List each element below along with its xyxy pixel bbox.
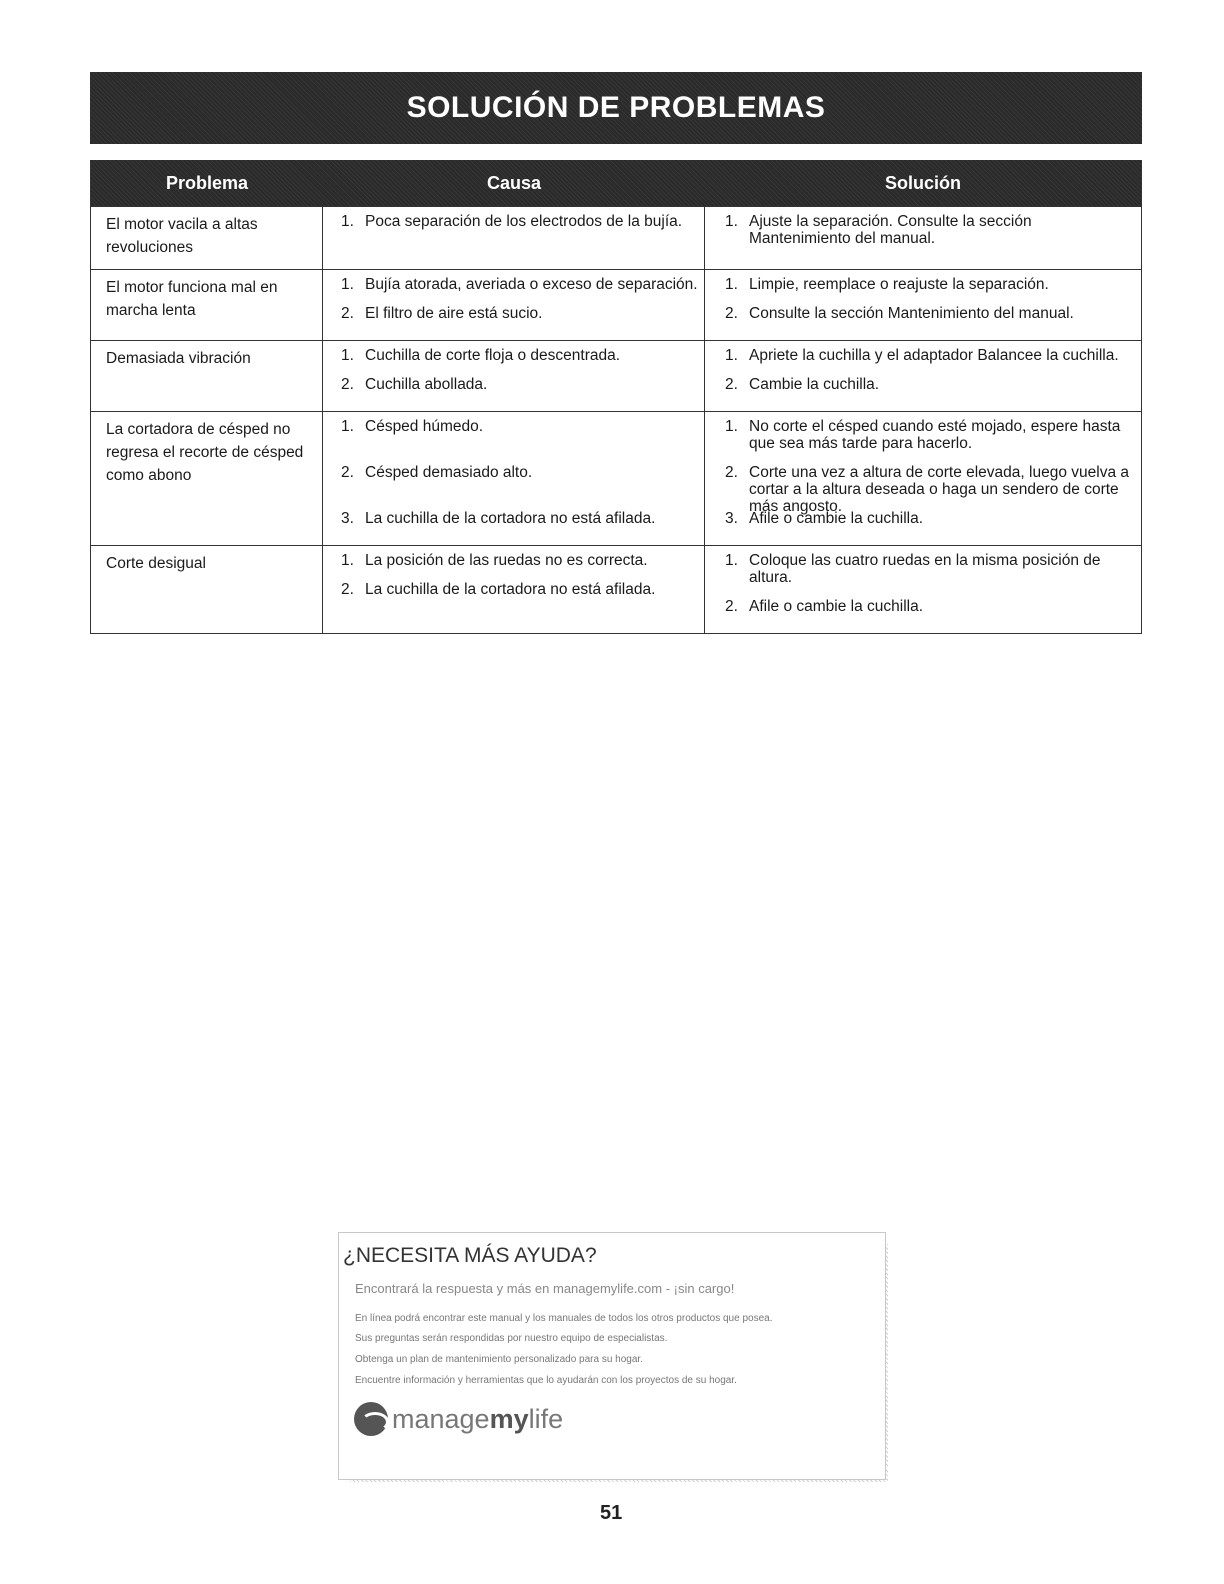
header-solution: Solución [885,172,961,193]
cause-cell [323,412,705,545]
list-item: 2. El filtro de aire está sucio. [341,305,543,322]
table-row [91,340,1141,411]
problem-cell: La cortadora de césped no regresa el recorte de césped como abono [91,412,323,545]
list-item: 1. No corte el césped cuando esté mojado, espere hasta que sea más tarde para hacerlo. [725,418,1121,452]
problem-cell: Corte desigual [91,546,323,633]
list-item: 1. Césped húmedo. [341,418,484,435]
help-title: ¿NECESITA MÁS AYUDA? [343,1244,597,1267]
list-item: 1. Limpie, reemplace o reajuste la separación. [725,276,1049,293]
cause-cell [323,270,705,340]
help-line: Sus preguntas serán respondidas por nuestro equipo de especialistas. [355,1333,668,1344]
table-row [91,206,1141,269]
list-item: 3. La cuchilla de la cortadora no está afilada. [341,510,656,527]
logo-text: managemylife [392,1403,564,1434]
help-line: Obtenga un plan de mantenimiento personalizado para su hogar. [355,1354,643,1365]
solution-cell [705,207,1141,269]
solution-cell [705,341,1141,411]
list-item: 1. Cuchilla de corte floja o descentrada. [341,347,621,364]
list-item: 2. Consulte la sección Mantenimiento del manual. [725,305,1074,322]
list-item: 2. Césped demasiado alto. [341,464,533,481]
cause-cell [323,546,705,633]
list-item: 2. La cuchilla de la cortadora no está afilada. [341,581,656,598]
list-item: 1. Ajuste la separación. Consulte la sección Mantenimiento del manual. [725,213,1032,247]
page-number: 51 [600,1502,623,1524]
help-line: Encuentre información y herramientas que lo ayudarán con los proyectos de su hogar. [355,1375,737,1386]
list-item: 3. Afile o cambie la cuchilla. [725,510,924,527]
list-item: 2. Cuchilla abollada. [341,376,488,393]
list-item: 1. La posición de las ruedas no es correcta. [341,552,648,569]
managemylife-logo [354,1402,563,1436]
help-subtitle: Encontrará la respuesta y más en managemylife.com - ¡sin cargo! [355,1281,735,1296]
cause-cell [323,207,705,269]
table-row [91,545,1141,633]
table-row [91,411,1141,545]
troubleshooting-table [90,160,1142,634]
list-item: 1. Poca separación de los electrodos de la bujía. [341,213,683,230]
table-row [91,269,1141,340]
logo-swirl-icon [354,1402,388,1436]
title-banner [90,72,1142,144]
solution-cell [705,270,1141,340]
header-cause: Causa [486,172,542,193]
list-item: 2. Corte una vez a altura de corte elevada, luego vuelva a cortar a la altura deseada o haga un sendero de corte más angosto. [725,464,1129,515]
table-header [91,160,1141,206]
problem-cell: El motor vacila a altas revoluciones [91,207,323,269]
solution-cell [705,546,1141,633]
cause-cell [323,341,705,411]
problem-cell: Demasiada vibración [91,341,323,411]
list-item: 1. Coloque las cuatro ruedas en la misma posición de altura. [725,552,1101,586]
page-title: SOLUCIÓN DE PROBLEMAS [406,91,826,124]
help-line: En línea podrá encontrar este manual y los manuales de todos los otros productos que posea. [355,1313,773,1324]
solution-cell [705,412,1141,545]
list-item: 1. Apriete la cuchilla y el adaptador Balancee la cuchilla. [725,347,1119,364]
list-item: 2. Cambie la cuchilla. [725,376,880,393]
header-problem: Problema [165,172,249,193]
list-item: 1. Bujía atorada, averiada o exceso de separación. [341,276,698,293]
list-item: 2. Afile o cambie la cuchilla. [725,598,924,615]
problem-cell: El motor funciona mal en marcha lenta [91,270,323,340]
